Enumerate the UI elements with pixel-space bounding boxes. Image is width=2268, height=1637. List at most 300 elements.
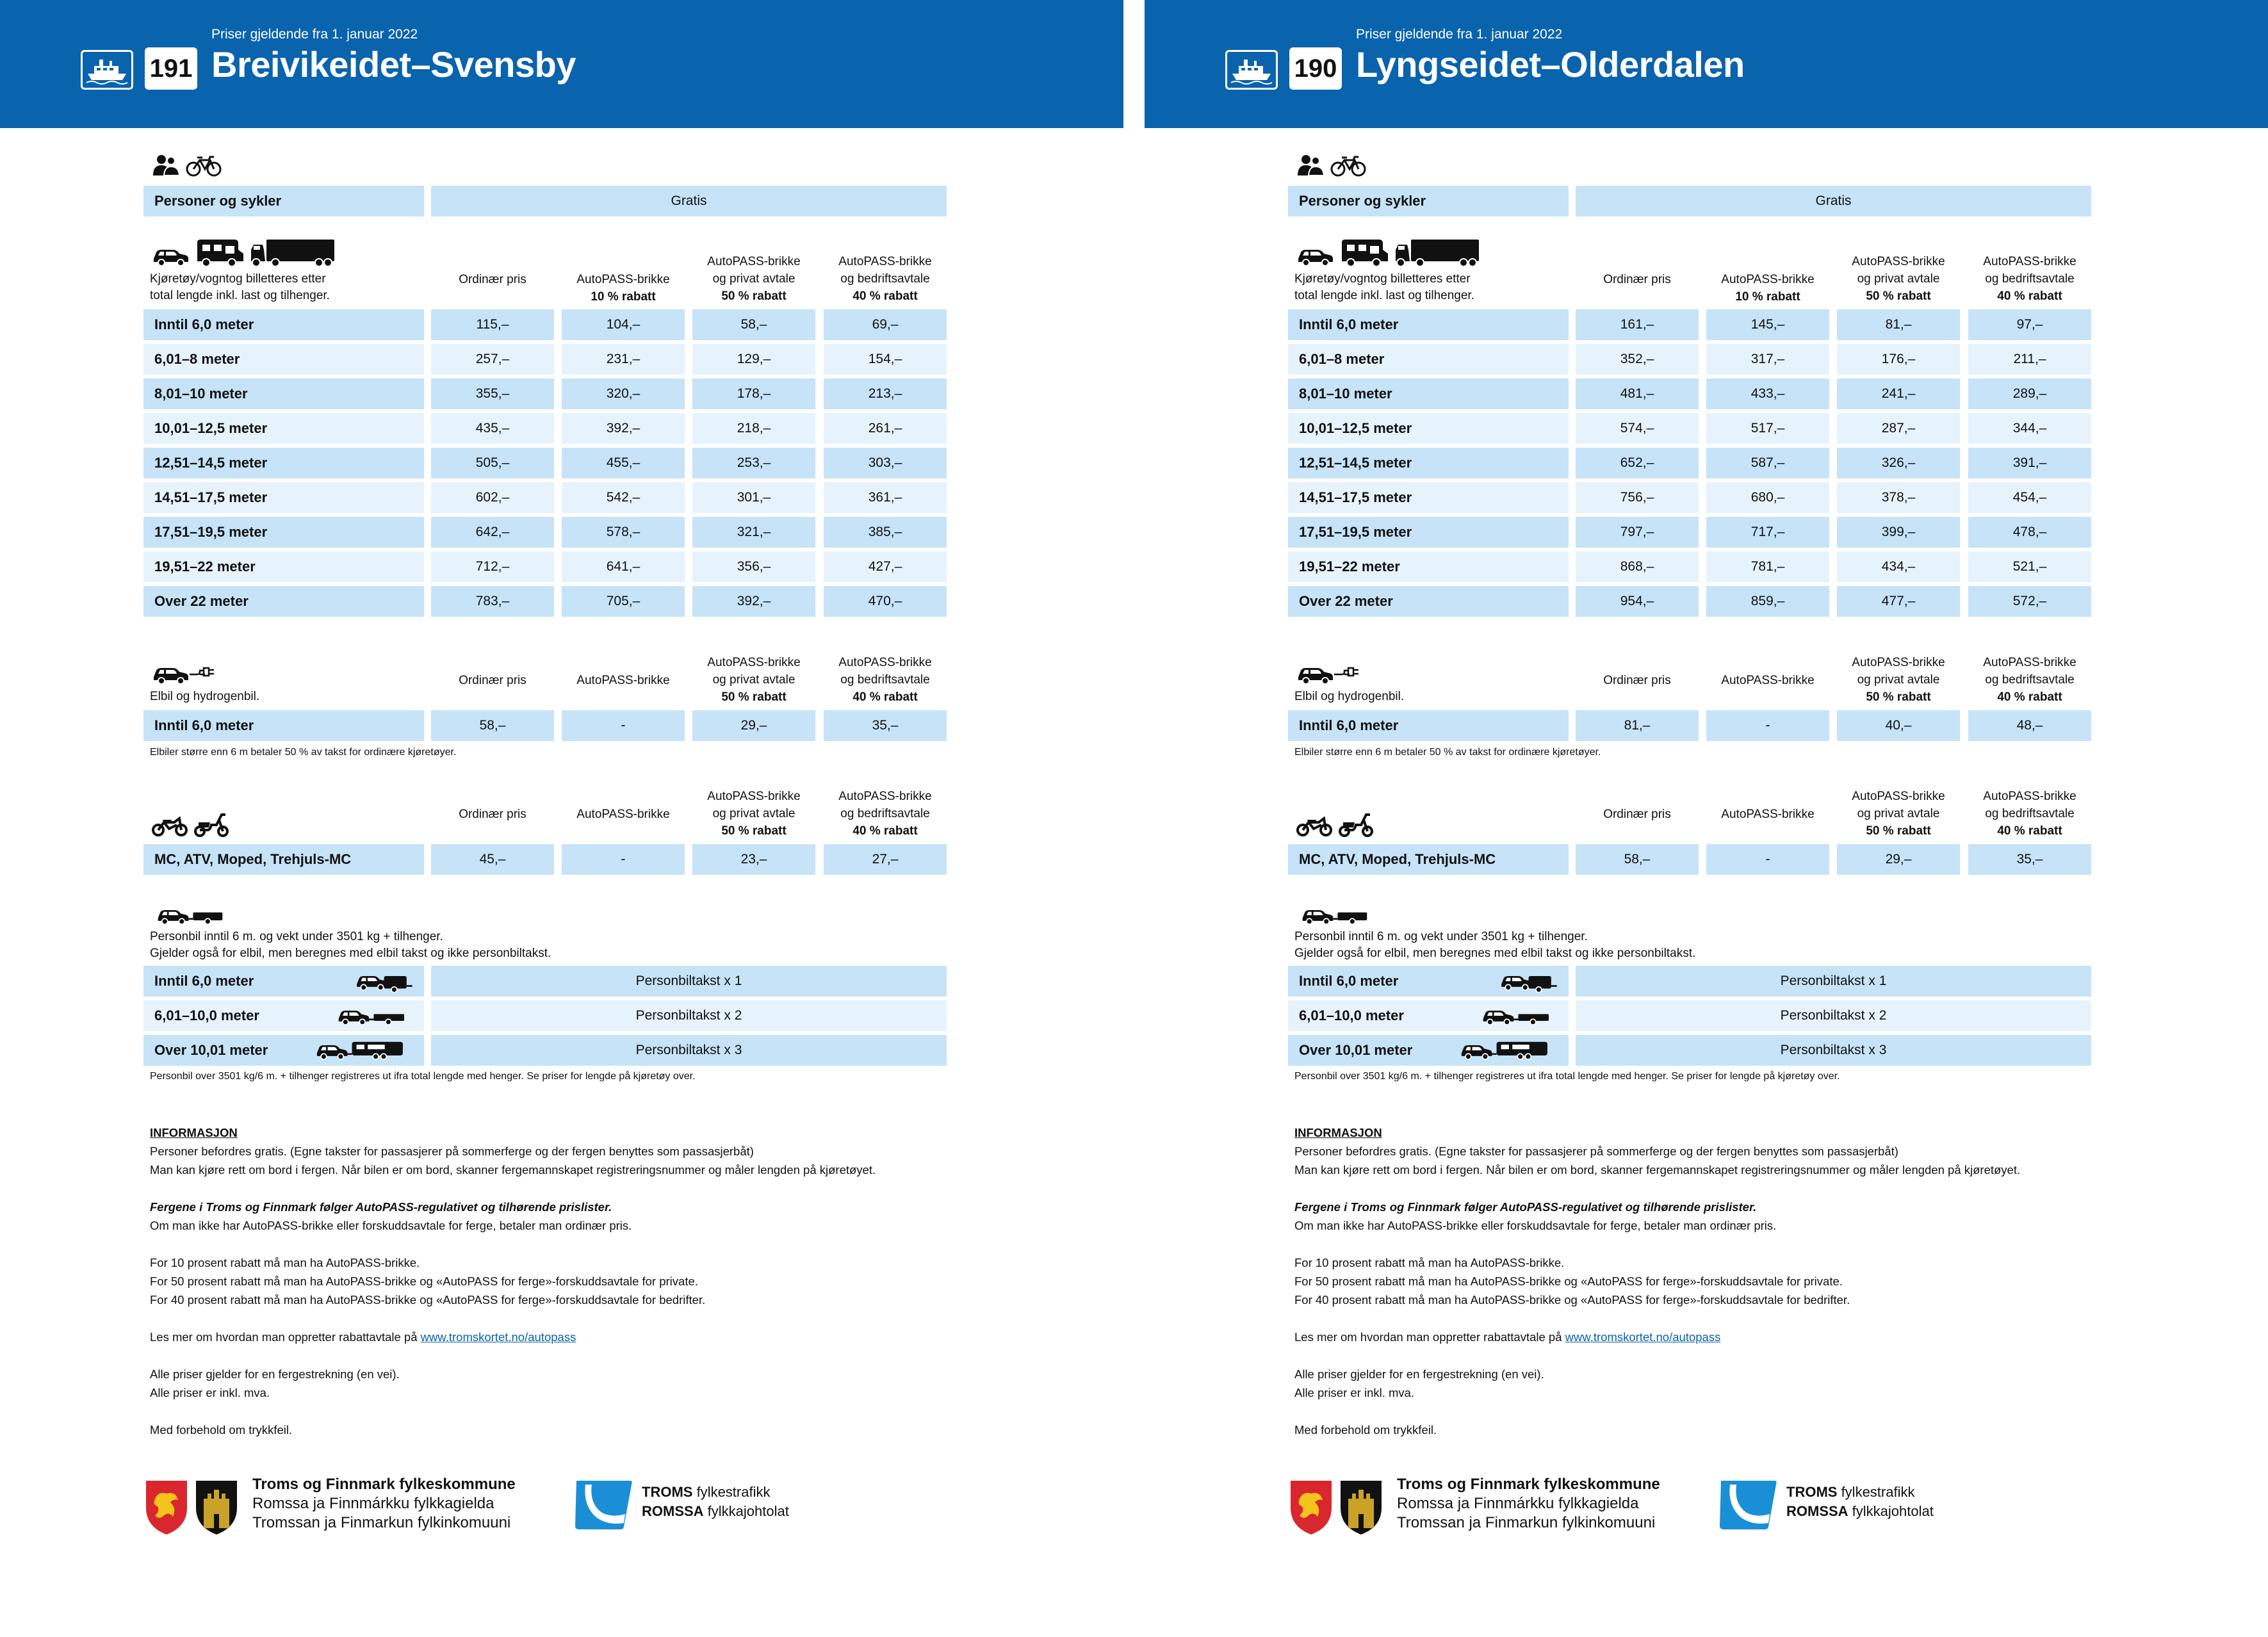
- col-autopass-bedrift-line2: og bedriftsavtale: [1985, 272, 2075, 286]
- coat-of-arms-finnmark-icon: [1339, 1479, 1383, 1536]
- info-line-text: Man kan kjøre rett om bord i fergen. Når bilen er om bord, skanner fergemannskapet registreringsnummer og måler lengden på kjøretøyet.: [1294, 1163, 2021, 1177]
- mc-price-cell: 23,–: [692, 844, 815, 875]
- info-spacer: [1294, 1346, 2020, 1365]
- electric-note: Elbiler større enn 6 m betaler 50 % av takst for ordinære kjøretøyer.: [150, 747, 457, 758]
- trafikk-line1: [642, 1483, 789, 1502]
- table-cell-price: 712,–: [431, 551, 554, 582]
- scooter-icon: [1338, 812, 1374, 838]
- table-cell-price: 129,–: [692, 344, 815, 375]
- mc-col-privat-line1: AutoPASS-brikke: [1852, 790, 1945, 803]
- mc-col-privat: [1837, 788, 1960, 840]
- table-cell-price: 287,–: [1837, 413, 1960, 444]
- table-cell-price: 652,–: [1576, 448, 1699, 478]
- info-link-text: Les mer om hvordan man oppretter rabattavtale på: [150, 1330, 418, 1344]
- header-subtitle: Priser gjeldende fra 1. januar 2022: [1356, 27, 1563, 42]
- electric-price-cell: -: [562, 710, 685, 741]
- el-col-ordinaer: [431, 672, 554, 689]
- info-line-text: For 10 prosent rabatt må man ha AutoPASS-brikke.: [150, 1256, 420, 1269]
- info-line-text: Personer befordres gratis. (Egne takster for passasjerer på sommerferge og der fergen benyttes som passasjerbåt): [150, 1144, 754, 1158]
- col-autopass-bedrift-line1: AutoPASS-brikke: [1983, 255, 2076, 268]
- mc-col-autopass: [1706, 806, 1829, 823]
- col-autopass-line1: AutoPASS-brikke: [576, 273, 670, 286]
- col-ordinaer-pris-text: Ordinær pris: [459, 273, 526, 286]
- table-row-label: 19,51–22 meter: [1288, 551, 1569, 582]
- info-line: [150, 1142, 876, 1161]
- info-line-text: For 40 prosent rabatt må man ha AutoPASS-brikke og «AutoPASS for ferge»-forskuddsavtale for bedrifter.: [150, 1293, 706, 1307]
- organisation-name: [1397, 1475, 1660, 1533]
- table-cell-price: 69,–: [824, 309, 947, 340]
- info-line: [150, 1216, 876, 1235]
- table-row-label: 8,01–10 meter: [143, 379, 424, 409]
- autopass-link[interactable]: www.tromskortet.no/autopass: [1565, 1330, 1721, 1344]
- mc-col-bedrift-line1: AutoPASS-brikke: [838, 790, 932, 803]
- vehicles-caption-line2: total lengde inkl. last og tilhenger.: [1294, 289, 1474, 302]
- mc-col-ordinaer-text: Ordinær pris: [1603, 808, 1671, 821]
- col-autopass-bedrift: [1968, 253, 2091, 305]
- route-number: 190: [1289, 47, 1342, 90]
- info-line: [150, 1383, 876, 1402]
- electric-row-label: Inntil 6,0 meter: [1288, 710, 1569, 741]
- mc-col-bedrift: [1968, 788, 2091, 840]
- car-with-trailer-icon: [1475, 1006, 1556, 1025]
- info-title: [1294, 1123, 2020, 1142]
- col-autopass-bedrift: [824, 253, 947, 305]
- electric-caption: Elbil og hydrogenbil.: [1294, 690, 1405, 703]
- electric-price-cell: 58,–: [431, 710, 554, 741]
- trailer-caption: [1294, 929, 1695, 962]
- electric-price-cell: -: [1706, 710, 1829, 741]
- table-cell-price: 213,–: [824, 379, 947, 409]
- el-col-privat-line2: og privat avtale: [1857, 673, 1940, 687]
- table-row-label: 17,51–19,5 meter: [143, 517, 424, 548]
- table-row-label: 6,01–8 meter: [1288, 344, 1569, 375]
- el-col-privat-rabatt: 50 % rabatt: [721, 690, 787, 704]
- info-line-italic-text: Fergene i Troms og Finnmark følger AutoPASS-regulativet og tilhørende prislister.: [1294, 1200, 1757, 1214]
- table-cell-price: 392,–: [562, 413, 685, 444]
- car-with-trailer-icon: [330, 1006, 411, 1025]
- coat-of-arms-troms-icon: [1289, 1479, 1333, 1536]
- electric-caption: Elbil og hydrogenbil.: [150, 690, 260, 703]
- table-cell-price: 505,–: [431, 448, 554, 478]
- table-cell-price: 477,–: [1837, 586, 1960, 617]
- table-cell-price: 317,–: [1706, 344, 1829, 375]
- persons-label: Personer og sykler: [1288, 186, 1569, 216]
- motorcycle-icon: [151, 813, 188, 836]
- info-line: [1294, 1272, 2020, 1291]
- trailer-row-value: Personbiltakst x 3: [431, 1035, 947, 1066]
- mc-col-autopass-text: AutoPASS-brikke: [576, 808, 670, 821]
- mc-price-cell: 45,–: [431, 844, 554, 875]
- info-spacer: [150, 1179, 876, 1198]
- info-line-text: Om man ikke har AutoPASS-brikke eller forskuddsavtale for ferge, betaler man ordinær pris.: [1294, 1219, 1777, 1232]
- table-cell-price: 344,–: [1968, 413, 2091, 444]
- col-ordinaer-pris: [431, 271, 554, 288]
- trailer-row-value: Personbiltakst x 3: [1576, 1035, 2091, 1066]
- table-cell-price: 115,–: [431, 309, 554, 340]
- info-line-text: For 10 prosent rabatt må man ha AutoPASS-brikke.: [1294, 1256, 1565, 1269]
- table-cell-price: 391,–: [1968, 448, 2091, 478]
- table-row-label: 12,51–14,5 meter: [143, 448, 424, 478]
- table-cell-price: 301,–: [692, 482, 815, 513]
- table-cell-price: 253,–: [692, 448, 815, 478]
- troms-fylkestrafikk-logo: [573, 1478, 634, 1531]
- mc-col-bedrift-rabatt: 40 % rabatt: [853, 824, 918, 838]
- el-col-bedrift-rabatt: 40 % rabatt: [853, 690, 918, 704]
- price-sheet-right: [1145, 0, 2268, 1637]
- scooter-icon: [193, 812, 229, 838]
- table-cell-price: 470,–: [824, 586, 947, 617]
- autopass-link[interactable]: www.tromskortet.no/autopass: [420, 1330, 576, 1344]
- col-autopass-privat-line2: og privat avtale: [712, 272, 795, 286]
- mc-col-autopass: [562, 806, 685, 823]
- el-col-ordinaer: [1576, 672, 1699, 689]
- el-col-bedrift-line1: AutoPASS-brikke: [1983, 656, 2076, 669]
- table-row-label: 14,51–17,5 meter: [143, 482, 424, 513]
- table-cell-price: 385,–: [824, 517, 947, 548]
- trailer-note: Personbil over 3501 kg/6 m. + tilhenger registreres ut ifra total lengde med henger. Se priser for lengde på kjøretøy over.: [150, 1071, 696, 1082]
- table-cell-price: 781,–: [1706, 551, 1829, 582]
- col-autopass-privat-rabatt: 50 % rabatt: [1866, 289, 1931, 303]
- route-title: Lyngseidet–Olderdalen: [1356, 44, 1745, 85]
- table-cell-price: 356,–: [692, 551, 815, 582]
- info-line-text: Alle priser er inkl. mva.: [1294, 1386, 1415, 1399]
- bicycle-icon: [1330, 155, 1366, 177]
- info-line-text: Om man ikke har AutoPASS-brikke eller forskuddsavtale for ferge, betaler man ordinær pris.: [150, 1219, 632, 1232]
- el-col-bedrift: [824, 654, 947, 706]
- table-cell-price: 705,–: [562, 586, 685, 617]
- col-autopass-bedrift-rabatt: 40 % rabatt: [853, 289, 918, 303]
- table-row-label: Inntil 6,0 meter: [143, 309, 424, 340]
- troms-fylkestrafikk-logo: [1717, 1478, 1779, 1531]
- col-autopass-bedrift-line1: AutoPASS-brikke: [838, 255, 932, 268]
- trailer-row-value: Personbiltakst x 2: [1576, 1000, 2091, 1031]
- ferry-icon: [1225, 50, 1278, 90]
- table-cell-price: 81,–: [1837, 309, 1960, 340]
- table-cell-price: 859,–: [1706, 586, 1829, 617]
- table-cell-price: 145,–: [1706, 309, 1829, 340]
- motorcycle-icon: [1296, 813, 1333, 836]
- table-row-label: 8,01–10 meter: [1288, 379, 1569, 409]
- table-cell-price: 797,–: [1576, 517, 1699, 548]
- route-number: 191: [145, 47, 197, 90]
- info-line: [1294, 1383, 2020, 1402]
- el-col-autopass-text: AutoPASS-brikke: [576, 674, 670, 687]
- persons-icon: [152, 154, 181, 177]
- info-line: [1294, 1142, 2020, 1161]
- car-icon: [151, 245, 192, 268]
- trailer-row-label: 6,01–10,0 meter: [143, 1000, 424, 1031]
- info-line-text: For 40 prosent rabatt må man ha AutoPASS-brikke og «AutoPASS for ferge»-forskuddsavtale for bedrifter.: [1294, 1293, 1850, 1307]
- info-section: [150, 1123, 876, 1439]
- table-cell-price: 58,–: [692, 309, 815, 340]
- col-autopass: [562, 271, 685, 305]
- trafikk-bold2: ROMSSA: [642, 1503, 704, 1519]
- organisation-name: [252, 1475, 516, 1533]
- info-spacer: [1294, 1402, 2020, 1421]
- org-line2: Romssa ja Finnmárkku fylkkagielda: [252, 1495, 494, 1512]
- trafikk-rest2: fylkkajohtolat: [1848, 1503, 1934, 1519]
- truck-trailer-icon: [250, 238, 337, 268]
- info-line-italic-text: Fergene i Troms og Finnmark følger AutoPASS-regulativet og tilhørende prislister.: [150, 1200, 612, 1214]
- trafikk-bold1: TROMS: [1786, 1484, 1838, 1500]
- info-link-text: Les mer om hvordan man oppretter rabattavtale på: [1294, 1330, 1562, 1344]
- col-autopass: [1706, 271, 1829, 305]
- mc-row-label: MC, ATV, Moped, Trehjuls-MC: [1288, 844, 1569, 875]
- vehicles-caption-line1: Kjøretøy/vogntog billetteres etter: [150, 272, 326, 286]
- el-col-bedrift: [1968, 654, 2091, 706]
- org-line1: Troms og Finnmark fylkeskommune: [252, 1476, 516, 1493]
- el-col-privat: [692, 654, 815, 706]
- table-cell-price: 680,–: [1706, 482, 1829, 513]
- el-col-privat-line2: og privat avtale: [712, 673, 795, 687]
- mc-col-privat-line2: og privat avtale: [712, 807, 795, 820]
- org-line2: Romssa ja Finnmárkku fylkkagielda: [1397, 1495, 1639, 1512]
- table-cell-price: 868,–: [1576, 551, 1699, 582]
- info-line-link: [1294, 1328, 2020, 1346]
- table-cell-price: 154,–: [824, 344, 947, 375]
- electric-price-cell: 35,–: [824, 710, 947, 741]
- col-ordinaer-pris: [1576, 271, 1699, 288]
- el-col-bedrift-line2: og bedriftsavtale: [840, 673, 930, 687]
- electric-price-cell: 29,–: [692, 710, 815, 741]
- electric-note: Elbiler større enn 6 m betaler 50 % av takst for ordinære kjøretøyer.: [1294, 747, 1601, 758]
- table-row-label: 17,51–19,5 meter: [1288, 517, 1569, 548]
- table-cell-price: 454,–: [1968, 482, 2091, 513]
- car-icon: [1296, 245, 1337, 268]
- info-spacer: [1294, 1309, 2020, 1328]
- trailer-caption-line2: Gjelder også for elbil, men beregnes med elbil takst og ikke personbiltakst.: [150, 947, 551, 960]
- mc-col-privat-rabatt: 50 % rabatt: [721, 824, 787, 838]
- table-cell-price: 320,–: [562, 379, 685, 409]
- table-cell-price: 434,–: [1837, 551, 1960, 582]
- el-col-privat-rabatt: 50 % rabatt: [1866, 690, 1931, 704]
- trafikk-rest1: fylkestrafikk: [1837, 1484, 1915, 1500]
- table-row-label: Over 22 meter: [1288, 586, 1569, 617]
- trailer-caption-line2: Gjelder også for elbil, men beregnes med elbil takst og ikke personbiltakst.: [1294, 947, 1696, 960]
- mc-col-privat-rabatt: 50 % rabatt: [1866, 824, 1931, 838]
- mc-col-privat-line2: og privat avtale: [1857, 807, 1940, 820]
- org-line3: Tromssan ja Finmarkun fylkinkomuuni: [1397, 1514, 1656, 1531]
- info-spacer: [150, 1402, 876, 1421]
- trafikk-line1: [1786, 1483, 1934, 1502]
- table-cell-price: 211,–: [1968, 344, 2091, 375]
- table-cell-price: 517,–: [1706, 413, 1829, 444]
- info-section: [1294, 1123, 2020, 1439]
- table-cell-price: 481,–: [1576, 379, 1699, 409]
- trailer-row-label: Over 10,01 meter: [143, 1035, 424, 1066]
- mc-col-bedrift: [824, 788, 947, 840]
- table-cell-price: 231,–: [562, 344, 685, 375]
- info-line-link: [150, 1328, 876, 1346]
- mc-price-cell: 58,–: [1576, 844, 1699, 875]
- car-with-trailer-icon: [1296, 906, 1374, 925]
- table-row-label: 6,01–8 meter: [143, 344, 424, 375]
- table-cell-price: 642,–: [431, 517, 554, 548]
- info-line: [150, 1421, 876, 1439]
- table-cell-price: 783,–: [431, 586, 554, 617]
- table-cell-price: 289,–: [1968, 379, 2091, 409]
- trailer-row-value: Personbiltakst x 1: [1576, 966, 2091, 997]
- mc-col-autopass-text: AutoPASS-brikke: [1721, 808, 1815, 821]
- table-cell-price: 261,–: [824, 413, 947, 444]
- trailer-caption-line1: Personbil inntil 6 m. og vekt under 3501 kg + tilhenger.: [150, 930, 443, 943]
- info-spacer: [1294, 1179, 2020, 1198]
- info-line-text: Man kan kjøre rett om bord i fergen. Når bilen er om bord, skanner fergemannskapet registreringsnummer og måler lengden på kjøretøyet.: [150, 1163, 876, 1177]
- info-line: [1294, 1253, 2020, 1272]
- table-cell-price: 257,–: [431, 344, 554, 375]
- trafikk-name: [642, 1483, 789, 1521]
- electric-car-icon: [151, 663, 218, 686]
- coat-of-arms-finnmark-icon: [195, 1479, 238, 1536]
- info-spacer: [150, 1309, 876, 1328]
- info-line: [1294, 1291, 2020, 1309]
- info-line-text: Med forbehold om trykkfeil.: [1294, 1423, 1437, 1437]
- table-cell-price: 756,–: [1576, 482, 1699, 513]
- trafikk-name: [1786, 1483, 1934, 1521]
- car-with-trailer-icon: [1497, 972, 1556, 991]
- page-header: [0, 0, 1123, 128]
- mc-col-privat: [692, 788, 815, 840]
- electric-price-cell: 48,–: [1968, 710, 2091, 741]
- info-line-text: For 50 prosent rabatt må man ha AutoPASS-brikke og «AutoPASS for ferge»-forskuddsavtale for private.: [150, 1275, 698, 1288]
- info-line-text: Alle priser gjelder for en fergestrekning (en vei).: [150, 1367, 400, 1381]
- mc-price-cell: 27,–: [824, 844, 947, 875]
- el-col-autopass: [562, 672, 685, 689]
- col-autopass-bedrift-line2: og bedriftsavtale: [840, 272, 930, 286]
- info-line-italic: [150, 1198, 876, 1216]
- info-line: [1294, 1216, 2020, 1235]
- trailer-caption: [150, 929, 551, 962]
- trailer-row-value: Personbiltakst x 1: [431, 966, 947, 997]
- car-with-trailer-icon: [352, 972, 411, 991]
- info-spacer: [150, 1235, 876, 1253]
- electric-car-icon: [1296, 663, 1362, 686]
- info-spacer: [1294, 1235, 2020, 1253]
- persons-value: Gratis: [1576, 186, 2091, 216]
- table-cell-price: 378,–: [1837, 482, 1960, 513]
- table-cell-price: 97,–: [1968, 309, 2091, 340]
- info-line-text: Alle priser gjelder for en fergestrekning (en vei).: [1294, 1367, 1544, 1381]
- info-line: [1294, 1161, 2020, 1179]
- info-line: [150, 1253, 876, 1272]
- table-cell-price: 399,–: [1837, 517, 1960, 548]
- info-line: [150, 1272, 876, 1291]
- mc-price-cell: -: [1706, 844, 1829, 875]
- trafikk-line2: [1786, 1502, 1934, 1521]
- col-autopass-line1: AutoPASS-brikke: [1721, 273, 1815, 286]
- table-row-label: Inntil 6,0 meter: [1288, 309, 1569, 340]
- table-cell-price: 178,–: [692, 379, 815, 409]
- ferry-icon: [81, 50, 133, 90]
- info-line: [1294, 1365, 2020, 1383]
- mc-row-label: MC, ATV, Moped, Trehjuls-MC: [143, 844, 424, 875]
- trafikk-line2: [642, 1502, 789, 1521]
- table-row-label: 10,01–12,5 meter: [1288, 413, 1569, 444]
- table-cell-price: 355,–: [431, 379, 554, 409]
- car-with-trailer-icon: [1452, 1041, 1556, 1060]
- info-title-text: INFORMASJON: [1294, 1126, 1382, 1139]
- header-subtitle: Priser gjeldende fra 1. januar 2022: [211, 27, 418, 42]
- trafikk-rest1: fylkestrafikk: [692, 1484, 771, 1500]
- vehicles-caption: [1294, 271, 1474, 304]
- info-line-italic: [1294, 1198, 2020, 1216]
- electric-row-label: Inntil 6,0 meter: [143, 710, 424, 741]
- table-cell-price: 954,–: [1576, 586, 1699, 617]
- mc-col-ordinaer: [431, 806, 554, 823]
- car-with-trailer-icon: [307, 1041, 411, 1060]
- el-col-bedrift-rabatt: 40 % rabatt: [1997, 690, 2062, 704]
- el-col-ordinaer-text: Ordinær pris: [459, 674, 526, 687]
- persons-value: Gratis: [431, 186, 947, 216]
- table-cell-price: 587,–: [1706, 448, 1829, 478]
- table-cell-price: 161,–: [1576, 309, 1699, 340]
- table-cell-price: 361,–: [824, 482, 947, 513]
- table-cell-price: 433,–: [1706, 379, 1829, 409]
- mc-col-bedrift-rabatt: 40 % rabatt: [1997, 824, 2062, 838]
- info-line: [150, 1161, 876, 1179]
- trafikk-bold1: TROMS: [642, 1484, 693, 1500]
- info-spacer: [150, 1346, 876, 1365]
- trafikk-rest2: fylkkajohtolat: [703, 1503, 789, 1519]
- trailer-row-label: Inntil 6,0 meter: [1288, 966, 1569, 997]
- table-cell-price: 392,–: [692, 586, 815, 617]
- col-autopass-rabatt: 10 % rabatt: [591, 290, 656, 304]
- vehicles-caption: [150, 271, 330, 304]
- trailer-note: Personbil over 3501 kg/6 m. + tilhenger registreres ut ifra total lengde med henger. Se priser for lengde på kjøretøy over.: [1294, 1071, 1840, 1082]
- col-autopass-privat-rabatt: 50 % rabatt: [721, 289, 787, 303]
- table-cell-price: 717,–: [1706, 517, 1829, 548]
- table-row-label: Over 22 meter: [143, 586, 424, 617]
- persons-label: Personer og sykler: [143, 186, 424, 216]
- trailer-caption-line1: Personbil inntil 6 m. og vekt under 3501 kg + tilhenger.: [1294, 930, 1588, 943]
- camper-icon: [1341, 238, 1389, 268]
- col-autopass-privat-line2: og privat avtale: [1857, 272, 1940, 286]
- el-col-privat: [1837, 654, 1960, 706]
- table-cell-price: 435,–: [431, 413, 554, 444]
- table-cell-price: 455,–: [562, 448, 685, 478]
- mc-price-cell: 35,–: [1968, 844, 2091, 875]
- trailer-row-value: Personbiltakst x 2: [431, 1000, 947, 1031]
- trafikk-bold2: ROMSSA: [1786, 1503, 1848, 1519]
- table-cell-price: 352,–: [1576, 344, 1699, 375]
- bicycle-icon: [186, 155, 222, 177]
- info-line: [1294, 1421, 2020, 1439]
- table-row-label: 10,01–12,5 meter: [143, 413, 424, 444]
- table-cell-price: 326,–: [1837, 448, 1960, 478]
- camper-icon: [196, 238, 245, 268]
- info-line-text: Personer befordres gratis. (Egne takster for passasjerer på sommerferge og der fergen benyttes som passasjerbåt): [1294, 1144, 1898, 1158]
- table-cell-price: 241,–: [1837, 379, 1960, 409]
- table-cell-price: 176,–: [1837, 344, 1960, 375]
- el-col-autopass: [1706, 672, 1829, 689]
- col-autopass-privat: [1837, 253, 1960, 305]
- info-title-text: INFORMASJON: [150, 1126, 238, 1139]
- table-cell-price: 602,–: [431, 482, 554, 513]
- table-row-label: 19,51–22 meter: [143, 551, 424, 582]
- table-cell-price: 104,–: [562, 309, 685, 340]
- table-cell-price: 478,–: [1968, 517, 2091, 548]
- mc-col-ordinaer: [1576, 806, 1699, 823]
- table-cell-price: 218,–: [692, 413, 815, 444]
- col-autopass-privat-line1: AutoPASS-brikke: [1852, 255, 1945, 268]
- table-row-label: 12,51–14,5 meter: [1288, 448, 1569, 478]
- electric-price-cell: 81,–: [1576, 710, 1699, 741]
- trailer-row-label: Over 10,01 meter: [1288, 1035, 1569, 1066]
- el-col-bedrift-line2: og bedriftsavtale: [1985, 673, 2075, 687]
- table-cell-price: 542,–: [562, 482, 685, 513]
- coat-of-arms-troms-icon: [145, 1479, 188, 1536]
- info-line-text: Med forbehold om trykkfeil.: [150, 1423, 293, 1437]
